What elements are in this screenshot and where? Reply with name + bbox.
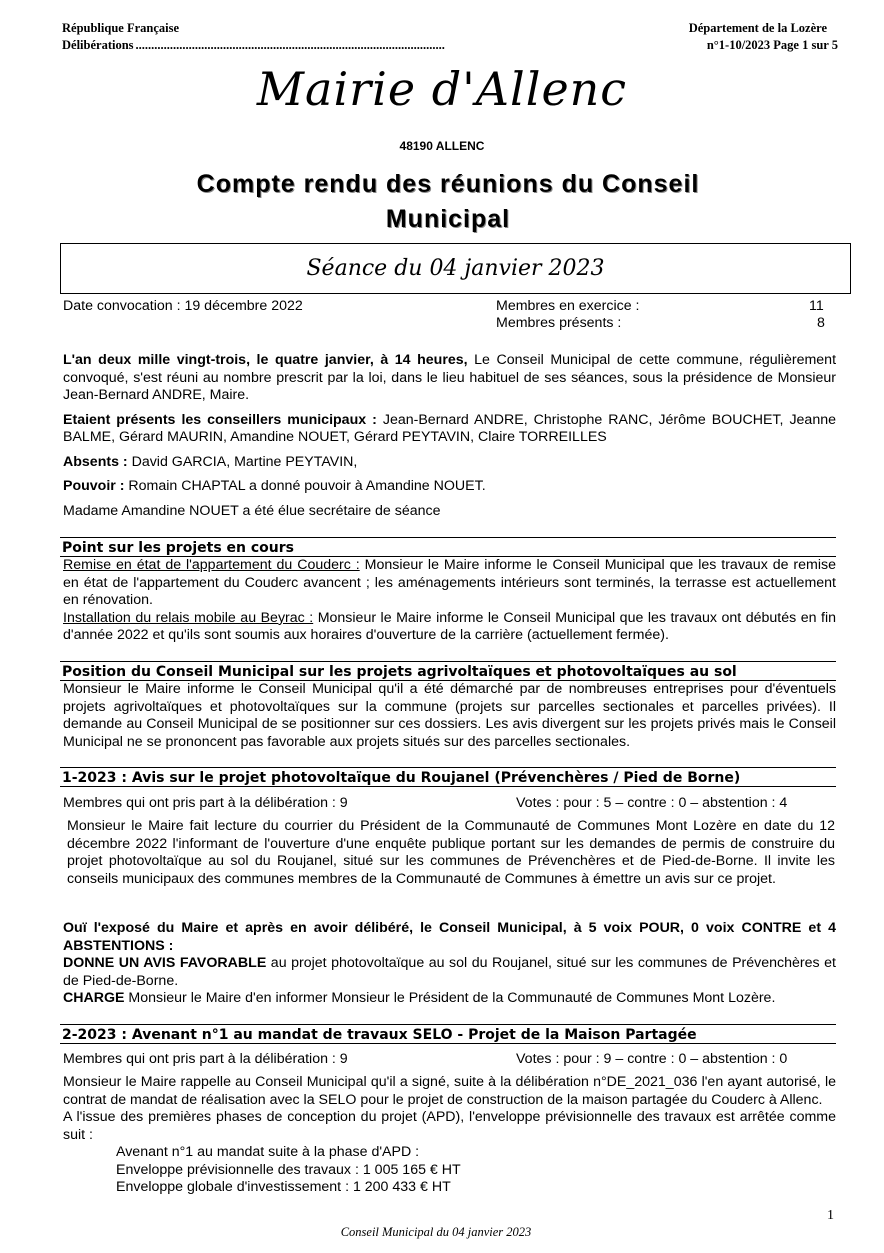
intro-text: Le Conseil Municipal de cette commune, régulièrement convoqué, s'est réuni au nombre prescrit par la loi, dans le lieu habituel de ses séances, sous la présidence de Monsieur Jean-Bernard ANDRE, Maire. [63, 352, 837, 403]
delib1-members: Membres qui ont pris part à la délibération : 9 [63, 795, 348, 811]
secretaire-paragraph: Madame Amandine NOUET a été élue secrétaire de séance [63, 502, 441, 519]
delib1-votes: Votes : pour : 5 – contre : 0 – abstention : 4 [516, 795, 788, 811]
delib1-charge [63, 990, 836, 1008]
delib1-charge-bold: CHARGE [63, 990, 125, 1006]
delib2-body [63, 1074, 836, 1197]
projet-couderc [63, 557, 836, 610]
section-position-body [63, 681, 836, 751]
delib1-donne-text: au projet photovoltaïque au sol du Roujanel, situé sur les communes de Prévenchères et de Pied-de-Borne. [63, 955, 836, 989]
presents-label: Etaient présents les conseillers municipaux : [63, 411, 377, 428]
header-deliberations-line [62, 38, 838, 53]
delib2-members: Membres qui ont pris part à la délibération : 9 [63, 1051, 348, 1067]
membres-presents-value: 8 [817, 315, 825, 331]
intro-block [63, 352, 836, 520]
address: 48190 ALLENC [399, 139, 485, 153]
delib2-text2: A l'issue des premières phases de conception du projet (APD), l'enveloppe prévisionnelle des travaux est arrêtée comme suit : [63, 1109, 836, 1143]
presents-list: Jean-Bernard ANDRE, Christophe RANC, Jérôme BOUCHET, Jeanne BALME, Gérard MAURIN, Amandine NOUET, Gérard PEYTAVIN, Claire TORREILLES [63, 411, 836, 445]
pouvoir-label: Pouvoir : [63, 478, 125, 494]
delib2-line2: Enveloppe prévisionnelle des travaux : 1 005 165 € HT [116, 1161, 461, 1178]
mairie-logo: Mairie d'Allenc [256, 62, 628, 116]
delib2-line1: Avenant n°1 au mandat suite à la phase d'APD : [116, 1144, 420, 1160]
presents-paragraph [63, 412, 836, 447]
absents-label: Absents : [63, 453, 128, 470]
delib2-text1: Monsieur le Maire rappelle au Conseil Municipal qu'il a signé, suite à la délibération n°DE_2021_036 l'en ayant autorisé, le contrat de mandat de réalisation avec la SELO pour le projet de construction de la maison partagée du Couderc à Allenc. [63, 1074, 836, 1108]
section-position-title: Position du Conseil Municipal sur les projets agrivoltaïques et photovoltaïques au sol [60, 661, 836, 681]
seance-date: Séance du 04 janvier 2023 [306, 256, 605, 281]
page-title-line2: Municipal [385, 205, 511, 233]
header-page-ref: n°1-10/2023 Page 1 sur 5 [706, 38, 838, 52]
date-convocation: Date convocation : 19 décembre 2022 [63, 298, 303, 314]
delib1-title: 1-2023 : Avis sur le projet photovoltaïque du Roujanel (Prévenchères / Pied de Borne) [60, 767, 836, 787]
page-title-line1: Compte rendu des réunions du Conseil [196, 170, 700, 198]
projet-couderc-text: Monsieur le Maire informe le Conseil Municipal que les travaux de remise en état de l'appartement du Couderc avancent ; les aménagements intérieurs sont terminés, la terrasse est actuellement en rénovation. [63, 557, 837, 608]
pouvoir-text: Romain CHAPTAL a donné pouvoir à Amandine NOUET. [124, 478, 486, 494]
projet-relais-label: Installation du relais mobile au Beyrac : [63, 609, 314, 626]
membres-exercice-label: Membres en exercice : [496, 298, 640, 314]
page-number: 1 [827, 1208, 834, 1223]
membres-presents-label: Membres présents : [496, 315, 622, 331]
delib1-charge-text: Monsieur le Maire d'en informer Monsieur le Président de la Communauté de Communes Mont Lozère. [124, 990, 776, 1006]
delib1-decision: Ouï l'exposé du Maire et après en avoir délibéré, le Conseil Municipal, à 5 voix POUR, 0 voix CONTRE et 4 ABSTENTIONS : [63, 920, 836, 954]
membres-exercice-value: 11 [809, 298, 824, 314]
delib1-donne [63, 955, 836, 990]
delib2-title: 2-2023 : Avenant n°1 au mandat de travaux SELO - Projet de la Maison Partagée [60, 1024, 836, 1044]
absents-list: David GARCIA, Martine PEYTAVIN, [127, 453, 358, 470]
projet-couderc-label: Remise en état de l'appartement du Couderc : [63, 557, 360, 573]
intro-paragraph [63, 352, 836, 405]
seance-box [60, 243, 851, 294]
pouvoir-paragraph [63, 478, 836, 496]
delib1-decision-block [63, 920, 836, 1008]
projet-relais-text: Monsieur le Maire informe le Conseil Municipal que les travaux ont débutés en fin d'année 2022 et qu'ils sont soumis aux horaires d'ouverture de la carrière (actuellement fermée). [63, 609, 836, 643]
delib1-donne-bold: DONNE UN AVIS FAVORABLE [63, 955, 267, 971]
section-projets-title: Point sur les projets en cours [60, 537, 836, 557]
absents-paragraph [63, 454, 836, 472]
delib2-line3: Enveloppe globale d'investissement : 1 200 433 € HT [116, 1179, 451, 1195]
position-text: Monsieur le Maire informe le Conseil Municipal qu'il a été démarché par de nombreuses entreprises pour d'éventuels projets agrivoltaïques et photovoltaïques sur la commune (projets sur parcelles sectionales et parcelles privées). Il demande au Conseil Municipal de se positionner sur ces dossiers. Les avis divergent sur les projets privés mais le Conseil Municipal ne se prononcent pas favorable aux projets situés sur des parcelles sectionales. [63, 681, 836, 750]
header-republique: République Française [62, 21, 180, 35]
intro-date-bold: L'an deux mille vingt-trois, le quatre janvier, à 14 heures, [63, 352, 468, 368]
delib1-body [67, 818, 835, 888]
header-departement: Département de la Lozère [688, 21, 827, 35]
section-projets-body [63, 557, 836, 645]
header-dots: ................................................................................................... [135, 38, 445, 52]
projet-relais [63, 610, 836, 645]
header-deliberations: Délibérations [62, 38, 134, 52]
delib2-votes: Votes : pour : 9 – contre : 0 – abstention : 0 [516, 1051, 788, 1067]
footer-caption: Conseil Municipal du 04 janvier 2023 [340, 1225, 532, 1239]
delib1-text: Monsieur le Maire fait lecture du courrier du Président de la Communauté de Communes Mont Lozère en date du 12 décembre 2022 l'informant de l'ouverture d'une enquête publique portant sur les demandes de permis de construire du projet photovoltaïque au sol du Roujanel, situé sur les communes de Prévenchères et de Pied-de-Borne. Il invite les conseils municipaux des communes membres de la Communauté de Communes à émettre un avis sur ce projet. [67, 818, 835, 887]
